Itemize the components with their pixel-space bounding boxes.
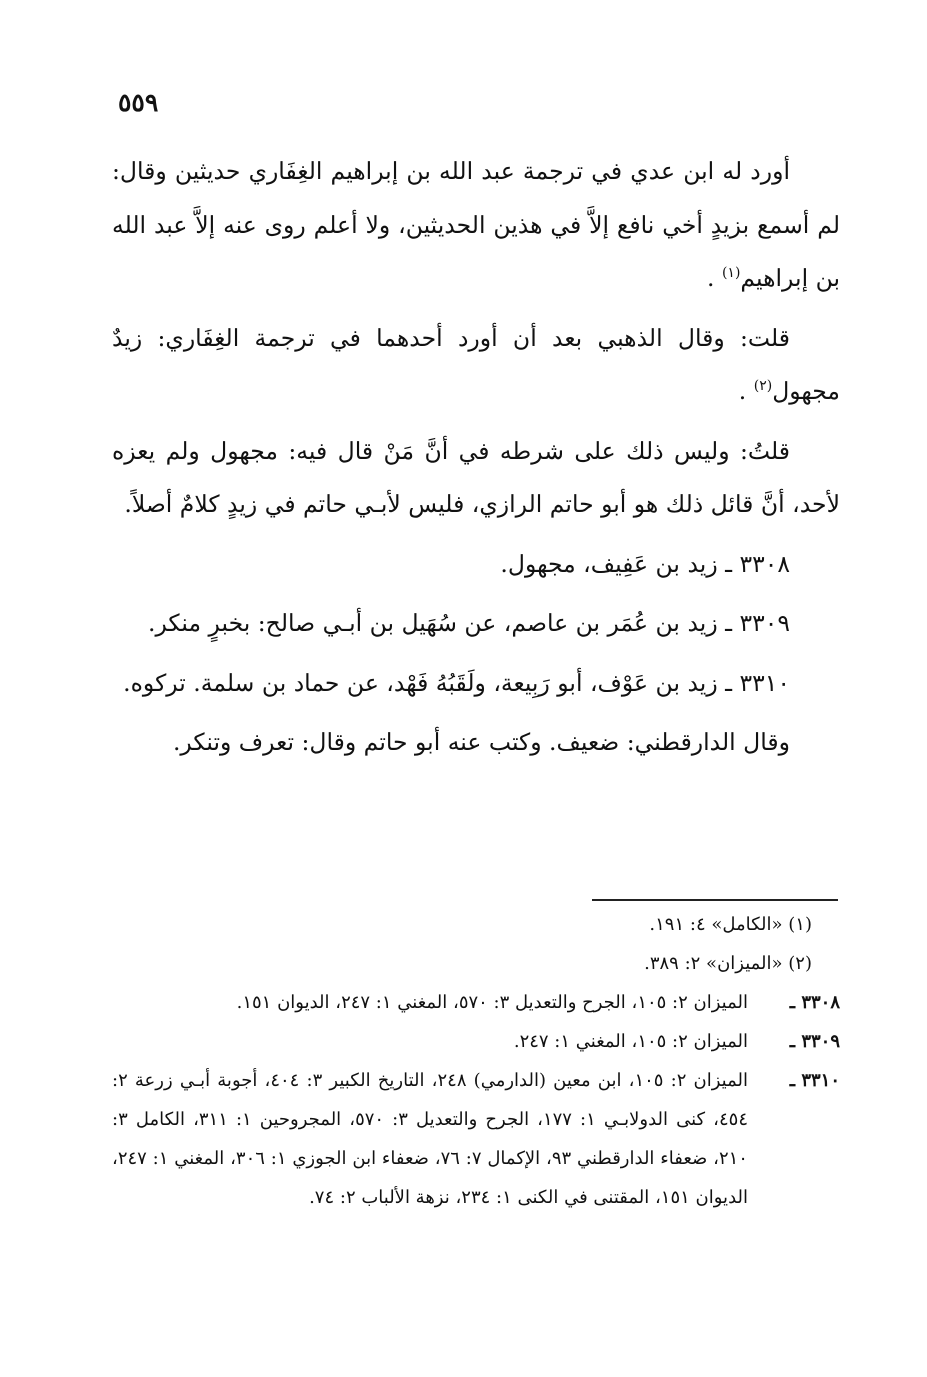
- footnote-number: ٣٣١٠ ـ: [789, 1070, 840, 1091]
- main-text: [112, 145, 840, 776]
- page-number: ٥٥٩: [118, 88, 159, 117]
- footnote-3308: [112, 983, 840, 1022]
- paragraph-1: [112, 145, 840, 306]
- footnote-text: الميزان ٢: ١٠٥، الجرح والتعديل ٣: ٥٧٠، المغني ١: ٢٤٧، الديوان ١٥١.: [236, 992, 748, 1013]
- paragraph-2-end: .: [738, 377, 747, 405]
- footnote-3310: [112, 1061, 840, 1217]
- entry-3310: ٣٣١٠ ـ زيد بن عَوْف، أبو رَبِيعة، ولَقَبُهُ فَهْد، عن حماد بن سلمة. تركوه.: [123, 668, 790, 697]
- entry-3308: ٣٣٠٨ ـ زيد بن عَفِيف، مجهول.: [500, 549, 790, 578]
- footnote-number: ٣٣٠٨ ـ: [789, 992, 840, 1013]
- footnote-3309: [112, 1022, 840, 1061]
- footnote-2: (٢) «الميزان» ٢: ٣٨٩.: [644, 953, 812, 974]
- footnote-divider: [592, 899, 838, 901]
- paragraph-2-text: قلت: وقال الذهبي بعد أن أورد أحدهما في ترجمة الغِفَاري: زيدٌ مجهول: [112, 323, 840, 405]
- footnote-ref-2: (٢): [753, 378, 773, 395]
- paragraph-daraqutni: وقال الدارقطني: ضعيف. وكتب عنه أبو حاتم وقال: تعرف وتنكر.: [172, 728, 790, 756]
- footnote-ref-1: (١): [721, 265, 741, 282]
- footnote-text: الميزان ٢: ١٠٥، المغني ١: ٢٤٧.: [513, 1031, 748, 1052]
- paragraph-3: قلتُ: وليس ذلك على شرطه في أنَّ مَنْ قال فيه: مجهول ولم يعزه لأحد، أنَّ قائل ذلك هو أبو حاتم الرازي، فليس لأبـي حاتم في زيدٍ كلامٌ أصلاً.: [112, 436, 840, 518]
- footnotes: [112, 905, 840, 1217]
- footnote-1: (١) «الكامل» ٤: ١٩١.: [649, 914, 812, 935]
- paragraph-1-text: أورد له ابن عدي في ترجمة عبد الله بن إبراهيم الغِفَاري حديثين وقال: لم أسمع بزيدٍ أخي نافع إلاَّ في هذين الحديثين، ولا أعلم روى عنه إلاَّ عبد الله بن إبراهيم: [112, 157, 840, 292]
- paragraph-1-end: .: [706, 264, 715, 292]
- entry-3309: ٣٣٠٩ ـ زيد بن عُمَر بن عاصم، عن سُهَيل بن أبـي صالح: بخبرٍ منكر.: [147, 609, 790, 637]
- footnote-text: الميزان ٢: ١٠٥، ابن معين (الدارمي) ٢٤٨، التاريخ الكبير ٣: ٤٠٤، أجوبة أبـي زرعة ٢: ٤٥٤، كنى الدولابـي ١: ١٧٧، الجرح والتعديل ٣: ٥٧٠، المجروحين ١: ٣١١، الكامل ٣: ٢١٠، ضعفاء الدارقطني ٩٣، الإكمال ٧: ٧٦، ضعفاء ابن الجوزي ١: ٣٠٦، المغني ١: ٢٤٧، الديوان ١٥١، المقتنى في الكنى ١: ٢٣٤، نزهة الألباب ٢: ٧٤.: [112, 1070, 749, 1208]
- paragraph-2: [112, 312, 840, 419]
- footnote-number: ٣٣٠٩ ـ: [789, 1031, 840, 1052]
